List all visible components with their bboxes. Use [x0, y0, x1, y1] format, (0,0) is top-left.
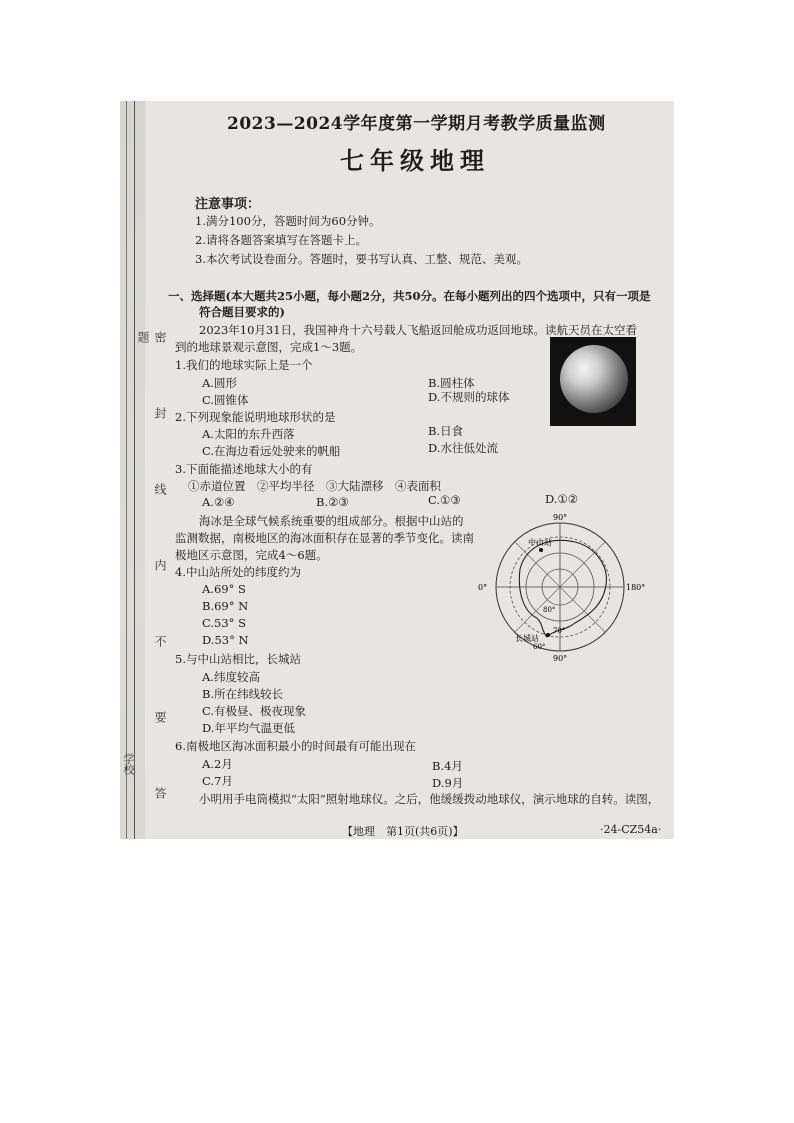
passage-2-line-3: 极地区示意图，完成4～6题。 [175, 548, 328, 562]
question-1-stem: 1.我们的地球实际上是一个 [175, 358, 313, 372]
question-5-option-d: D.年平均气温更低 [202, 721, 295, 735]
question-4-stem: 4.中山站所处的纬度约为 [175, 565, 301, 579]
passage-2-line-1: 海冰是全球气候系统重要的组成部分。根据中山站的 [199, 514, 464, 528]
antarctica-coastline [519, 540, 606, 637]
section-heading: 一、选择题(本大题共25小题，每小题2分，共50分。在每小题列出的四个选项中，只有一项是 [168, 289, 651, 303]
passage-1-line-2: 到的地球景观示意图，完成1～3题。 [175, 340, 363, 354]
question-4-option-c: C.53° S [202, 616, 246, 630]
question-6-option-b: B.4月 [432, 759, 463, 773]
question-1-option-c: C.圆锥体 [202, 393, 249, 407]
question-2-option-b: B.日食 [428, 424, 464, 438]
question-3-option-c: C.①③ [428, 493, 461, 507]
paper-code: ·24-CZ54a· [600, 823, 662, 836]
question-4-option-d: D.53° N [202, 633, 249, 647]
binding-margin-outer-line [126, 101, 127, 839]
earth-from-space-image [550, 337, 636, 426]
question-6-option-c: C.7月 [202, 774, 233, 788]
question-2-option-c: C.在海边看远处驶来的帆船 [202, 444, 341, 458]
question-5-option-c: C.有极昼、极夜现象 [202, 704, 307, 718]
label-180: 180° [626, 583, 646, 592]
label-90-top: 90° [553, 513, 568, 522]
earth-globe [560, 345, 628, 413]
binding-margin-text: 密 封 线 内 不 要 答 题 [136, 331, 167, 863]
page-footer: 【地理 第1页(共6页)】 [342, 825, 464, 838]
question-6-option-d: D.9月 [432, 776, 464, 790]
question-2-option-d: D.水往低处流 [428, 441, 498, 455]
passage-1-line-1: 2023年10月31日，我国神舟十六号载人飞船返回舱成功返回地球。读航天员在太空看 [199, 323, 638, 337]
question-5-stem: 5.与中山站相比，长城站 [175, 652, 301, 666]
notice-item-3: 3.本次考试设卷面分。答题时，要书写认真、工整、规范、美观。 [195, 252, 528, 266]
question-1-option-d: D.不规则的球体 [428, 390, 510, 404]
antarctica-map [475, 509, 645, 664]
question-3-option-b: B.②③ [316, 495, 349, 509]
zhongshan-station-marker [539, 548, 543, 552]
question-4-option-b: B.69° N [202, 599, 249, 613]
label-lon-60: 60° [533, 643, 546, 651]
notice-heading: 注意事项： [195, 197, 261, 212]
section-heading-cont: 符合题目要求的) [199, 305, 285, 319]
question-1-option-a: A.圆形 [202, 376, 237, 390]
question-1-option-b: B.圆柱体 [428, 376, 475, 390]
notice-item-2: 2.请将各题答案填写在答题卡上。 [195, 233, 367, 247]
passage-2-line-2: 监测数据，南极地区的海冰面积存在显著的季节变化。读南 [175, 531, 474, 545]
zhongshan-station-label: 中山站 [528, 538, 552, 547]
changcheng-station-marker [546, 633, 550, 637]
changcheng-station-label: 长城站 [515, 634, 539, 643]
question-2-stem: 2.下列现象能说明地球形状的是 [175, 410, 336, 424]
question-3-stem: 3.下面能描述地球大小的有 [175, 462, 313, 476]
school-label: 学校 [122, 753, 135, 775]
question-5-option-b: B.所在纬线较长 [202, 687, 284, 701]
label-0: 0° [478, 583, 488, 592]
question-3-option-d: D.①② [545, 492, 579, 506]
passage-3: 小明用手电筒模拟“太阳”照射地球仪。之后，他缓缓拨动地球仪，演示地球的自转。读图， [199, 792, 660, 806]
exam-title: 2023—2024学年度第一学期月考教学质量监测 [227, 114, 606, 134]
label-90-bottom: 90° [553, 654, 568, 663]
exam-photo [120, 101, 674, 863]
question-3-statements: ①赤道位置 ②平均半径 ③大陆漂移 ④表面积 [188, 479, 441, 493]
question-2-option-a: A.太阳的东升西落 [202, 427, 295, 441]
label-lat-70: 70° [553, 627, 566, 635]
label-lat-80: 80° [543, 606, 556, 614]
exam-subject: 七年级地理 [340, 146, 490, 175]
question-4-option-a: A.69° S [202, 582, 246, 596]
notice-item-1: 1.满分100分，答题时间为60分钟。 [195, 214, 381, 228]
question-6-option-a: A.2月 [202, 757, 233, 771]
question-5-option-a: A.纬度较高 [202, 670, 260, 684]
question-6-stem: 6.南极地区海冰面积最小的时间最有可能出现在 [175, 739, 416, 753]
question-3-option-a: A.②④ [202, 495, 235, 509]
